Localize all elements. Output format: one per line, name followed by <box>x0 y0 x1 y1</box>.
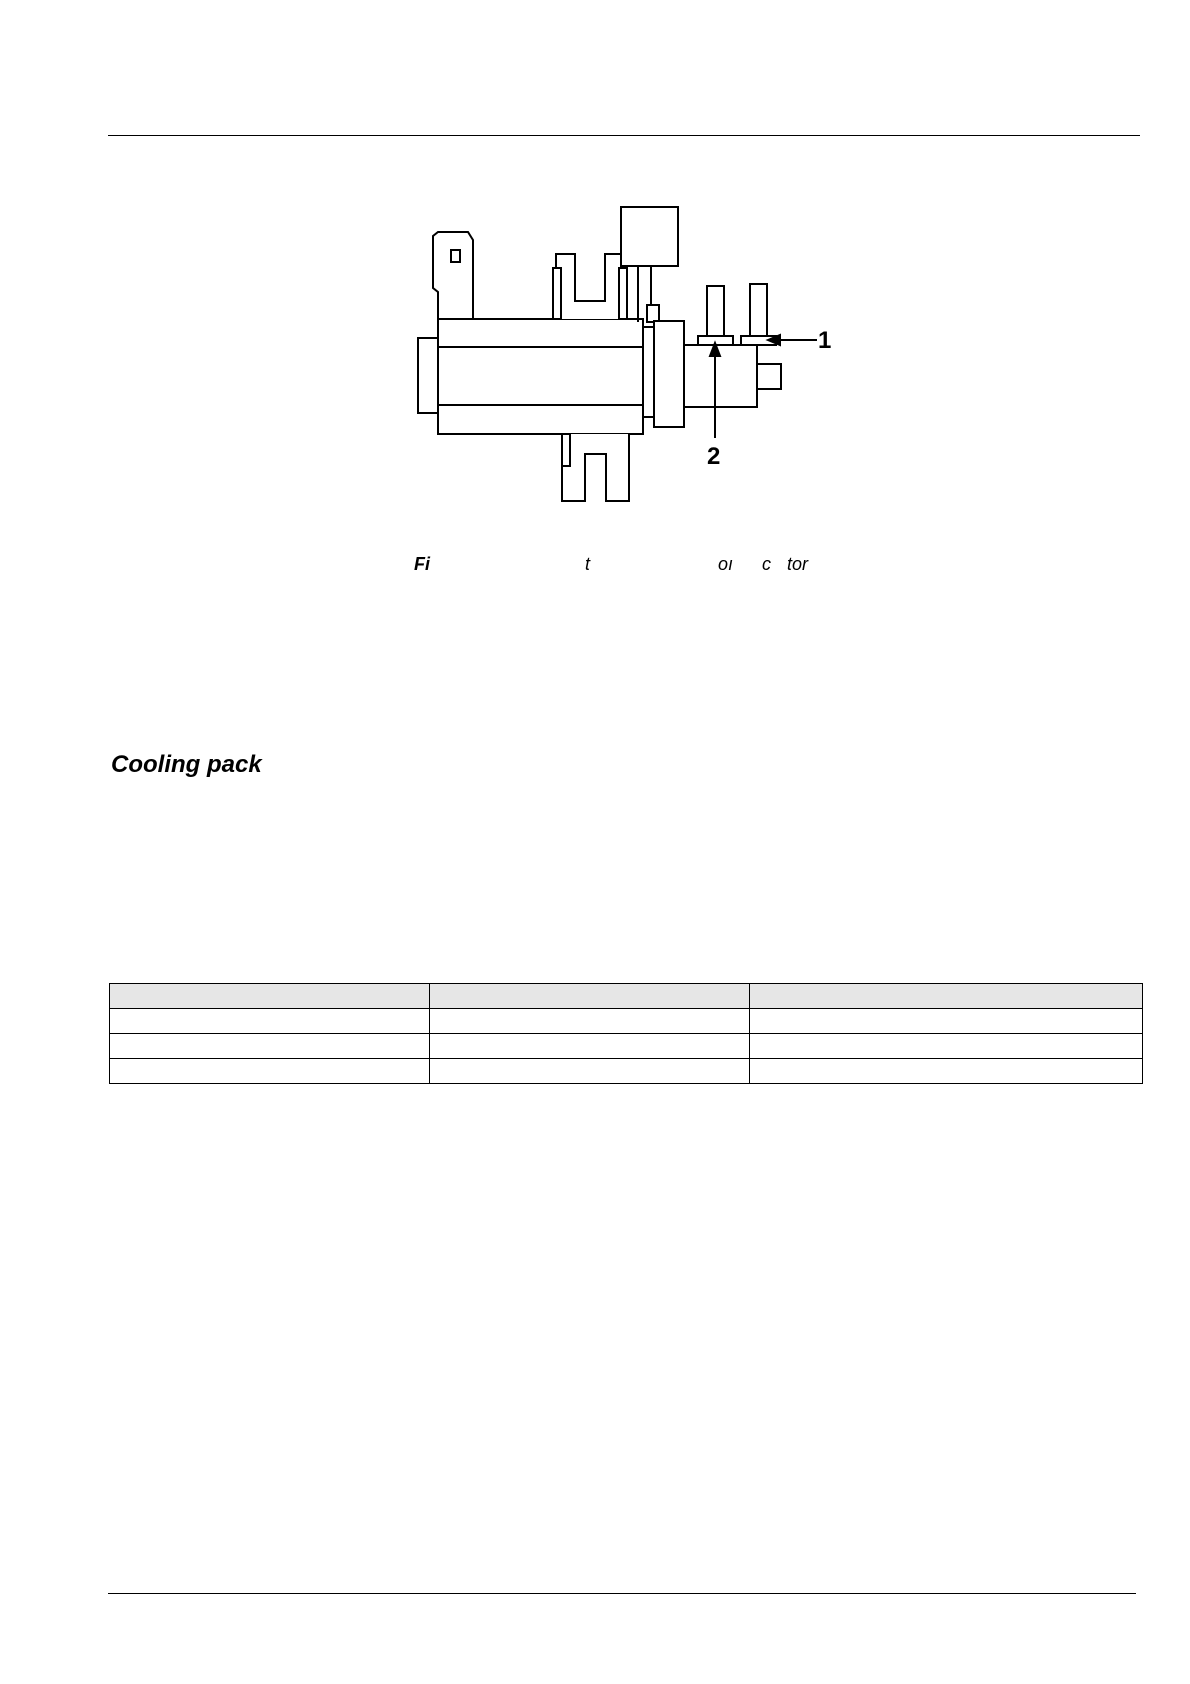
main-body-lower <box>438 405 643 434</box>
table-cell <box>430 1059 750 1084</box>
caption-fragment: t <box>585 554 591 574</box>
flange-plate <box>654 321 684 427</box>
table-cell <box>750 1059 1143 1084</box>
top-bracket-leg-left <box>553 268 561 319</box>
top-bracket-leg-right <box>619 268 627 319</box>
bottom-bracket-leg-left <box>562 434 570 466</box>
table-cell <box>110 1009 430 1034</box>
right-housing <box>684 345 757 407</box>
table-header-cell <box>430 984 750 1009</box>
flange <box>643 327 654 417</box>
table-header-cell <box>750 984 1143 1009</box>
figure-caption <box>405 550 845 578</box>
main-body-middle <box>438 347 653 405</box>
caption-fragment: tor <box>787 554 809 574</box>
top-bracket <box>556 254 623 319</box>
section-heading: Cooling pack <box>111 751 262 778</box>
table-header-cell <box>110 984 430 1009</box>
tab-hole <box>451 250 460 262</box>
table-cell <box>430 1009 750 1034</box>
footer-rule <box>108 1593 1136 1594</box>
callout-label-1: 1 <box>818 327 832 354</box>
main-body-upper <box>438 319 643 347</box>
table-cell <box>430 1034 750 1059</box>
header-rule <box>108 135 1140 136</box>
table-row <box>110 1059 1143 1084</box>
bottom-bracket <box>562 434 629 501</box>
mounting-tab <box>433 232 473 319</box>
caption-fragment: Fi <box>414 554 430 574</box>
table-cell <box>750 1034 1143 1059</box>
port-1-tube <box>750 284 767 336</box>
table-cell <box>110 1059 430 1084</box>
table-row <box>110 1009 1143 1034</box>
end-cap <box>418 338 438 413</box>
caption-fragment: c <box>762 554 771 574</box>
table-row <box>110 1034 1143 1059</box>
caption-fragment: oı <box>718 554 734 574</box>
table-cell <box>750 1009 1143 1034</box>
port-2-tube <box>707 286 724 336</box>
spec-table <box>109 983 1143 1084</box>
table-header-row <box>110 984 1143 1009</box>
top-box-joint <box>647 305 659 322</box>
top-box <box>621 207 678 266</box>
right-nub <box>757 364 781 389</box>
component-diagram <box>405 200 845 510</box>
callout-label-2: 2 <box>707 443 721 470</box>
table-cell <box>110 1034 430 1059</box>
